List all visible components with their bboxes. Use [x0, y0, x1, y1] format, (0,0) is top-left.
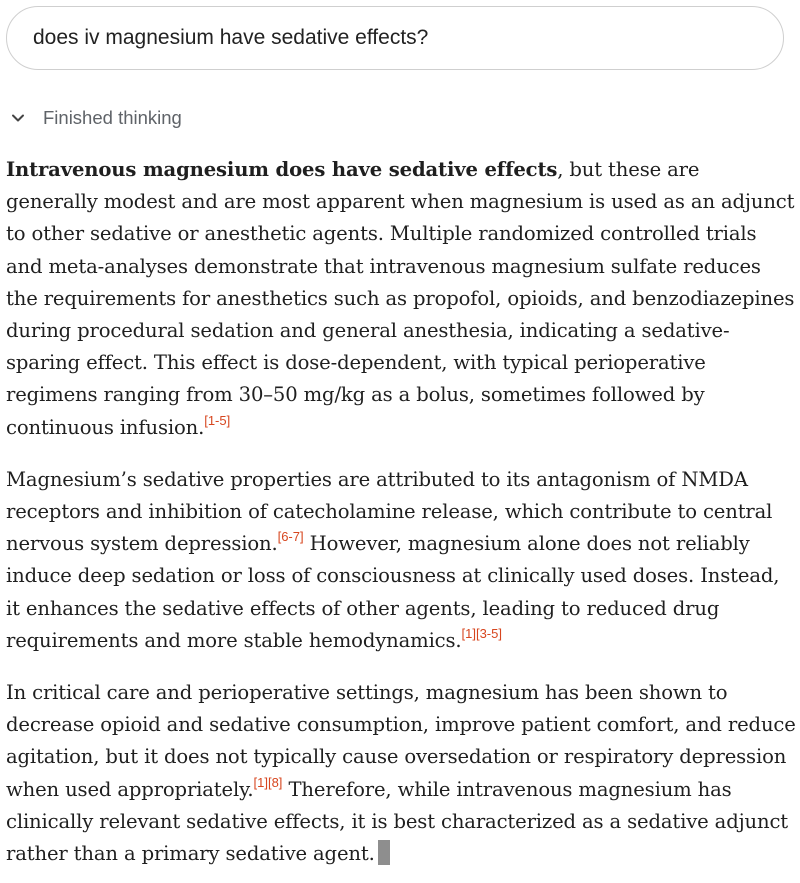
answer-lead-bold: Intravenous magnesium does have sedative effects: [6, 158, 558, 181]
answer-text: In critical care and perioperative settings, magnesium has been shown to decrease opioid and sedative consumption, improve patient comfort, and reduce agitation, but it does not typically cause oversedation or respiratory depression when used appropriately.: [6, 681, 796, 801]
query-bar[interactable]: [6, 6, 784, 70]
thinking-label: Finished thinking: [43, 107, 182, 128]
citation-link[interactable]: [1]: [461, 625, 476, 641]
answer-text: , but these are generally modest and are most apparent when magnesium is used as an adjunct to other sedative or anesthetic agents. Multiple randomized controlled trials and meta-analyses demonstrate that intravenous magnesium sulfate reduces the requirements for anesthetics such as propofol, opioids, and benzodiazepines during procedural sedation and general anesthesia, indicating a sedative-sparing effect. This effect is dose-dependent, with typical perioperative regimens ranging from 30–50 mg/kg as a bolus, sometimes followed by continuous infusion.: [6, 158, 795, 439]
streaming-cursor: [378, 840, 390, 865]
answer-text: Magnesium’s sedative properties are attributed to its antagonism of NMDA receptors and inhibition of catecholamine release, which contribute to central nervous system depression.: [6, 467, 773, 556]
answer-paragraph-1: [6, 154, 796, 444]
citation-link[interactable]: [1]: [253, 774, 268, 790]
answer-paragraph-3: [6, 677, 796, 870]
citation-link[interactable]: [6-7]: [277, 529, 304, 545]
answer-text: However, magnesium alone does not reliably induce deep sedation or loss of consciousness at clinically used doses. Instead, it enhances the sedative effects of other agents, leading to reduced drug requirements and more stable hemodynamics.: [6, 532, 780, 652]
answer-body: [6, 154, 796, 870]
chevron-down-icon: [10, 110, 26, 126]
thinking-toggle[interactable]: [10, 104, 182, 132]
citation-link[interactable]: [8]: [267, 774, 283, 790]
answer-text: Therefore, while intravenous magnesium has clinically relevant sedative effects, it is best characterized as a sedative adjunct rather than a primary sedative agent.: [6, 777, 789, 866]
answer-paragraph-2: [6, 464, 796, 657]
citation-link[interactable]: [3-5]: [475, 625, 502, 641]
query-text: does iv magnesium have sedative effects?: [33, 26, 429, 49]
citation-link[interactable]: [1-5]: [204, 412, 231, 428]
